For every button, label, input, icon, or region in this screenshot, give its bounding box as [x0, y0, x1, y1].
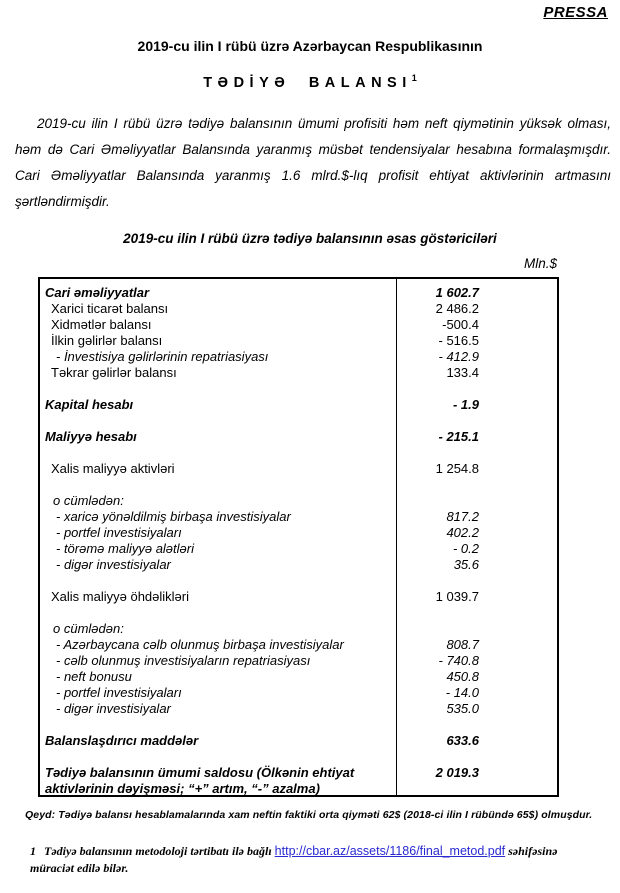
table-row: [40, 685, 557, 701]
row-label: - Azərbaycana cəlb olunmuş birbaşa investisiyalar: [56, 637, 344, 652]
document-title: 2019-cu ilin I rübü üzrə Azərbaycan Respublikasının: [137, 38, 483, 54]
table-row: [40, 557, 557, 573]
table-row: [40, 525, 557, 541]
row-value: 1 602.7: [435, 285, 479, 300]
row-value: 2 019.3: [435, 765, 479, 780]
table-row: [40, 589, 557, 605]
row-label: - digər investisiyalar: [56, 701, 171, 716]
table-row: [40, 653, 557, 669]
balance-title: [0, 73, 620, 91]
row-value: - 0.2: [452, 541, 479, 556]
table-spacer-row: [40, 445, 557, 461]
table-spacer-row: [40, 717, 557, 733]
row-label: Təkrar gəlirlər balansı: [51, 365, 177, 380]
footnote-reference: 1: [411, 73, 417, 83]
row-label: Xalis maliyyə aktivləri: [51, 461, 175, 476]
note-text: Qeyd: Tədiyə balansı hesablamalarında xam neftin faktiki orta qiyməti 62$ (2018-ci ilin I rübündə 65$) olmuşdur.: [25, 809, 593, 821]
row-value: 1 254.8: [435, 461, 479, 476]
table-row: [40, 541, 557, 557]
table-spacer-row: [40, 381, 557, 397]
row-label: İlkin gəlirlər balansı: [51, 333, 163, 348]
table-row: [40, 349, 557, 365]
row-value: 535.0: [446, 701, 479, 716]
row-label: Xidmətlər balansı: [51, 317, 152, 332]
row-value: - 14.0: [445, 685, 479, 700]
table-row: [40, 669, 557, 685]
row-value: 817.2: [446, 509, 479, 524]
table-row: [40, 397, 557, 413]
row-value: - 516.5: [438, 333, 479, 348]
table-spacer-row: [40, 605, 557, 621]
row-value: 2 486.2: [435, 301, 479, 316]
row-label: Cari əməliyyatlar: [45, 285, 150, 300]
row-value: -500.4: [442, 317, 479, 332]
row-label: Xarici ticarət balansı: [51, 301, 169, 316]
row-value: - 740.8: [438, 653, 479, 668]
table-spacer-row: [40, 413, 557, 429]
table-row: [40, 461, 557, 477]
table-row: [40, 285, 557, 301]
table-row: [40, 765, 557, 797]
row-value: 633.6: [446, 733, 479, 748]
table-row: [40, 621, 557, 637]
table-spacer-row: [40, 749, 557, 765]
row-label: Kapital hesabı: [45, 397, 134, 412]
row-label: - digər investisiyalar: [56, 557, 171, 572]
footnote-text-after: səhifəsinə müraciət edilə bilər.: [30, 844, 558, 875]
table-row: [40, 429, 557, 445]
balance-title-text: TƏDİYƏ BALANSI: [203, 74, 412, 91]
row-value: 450.8: [446, 669, 479, 684]
row-label: Xalis maliyyə öhdəlikləri: [51, 589, 189, 604]
footnote-marker: 1: [30, 844, 36, 858]
table-title: 2019-cu ilin I rübü üzrə tədiyə balansının əsas göstəriciləri: [123, 231, 497, 246]
row-value: - 215.1: [438, 429, 479, 444]
table-row: [40, 701, 557, 717]
row-label: - neft bonusu: [56, 669, 132, 684]
balance-table-body: [40, 285, 557, 797]
table-spacer-row: [40, 477, 557, 493]
balance-table: [38, 277, 559, 797]
table-row: [40, 493, 557, 509]
table-row: [40, 301, 557, 317]
table-row: [40, 733, 557, 749]
row-label: - portfel investisiyaları: [56, 685, 182, 700]
intro-paragraph: 2019-cu ilin I rübü üzrə tədiyə balansının ümumi profisiti həm neft qiymətinin yüksək olması, həm də Cari Əməliyyatlar Balansında yaranmış müsbət tendensiyalar hesabına formalaşmışdır. Cari Əməliyyatlar Balansında yaranmış 1.6 mlrd.$-lıq profisit ehtiyat aktivlərinin artmasını şərtləndirmişdir.: [15, 116, 611, 209]
row-value: 808.7: [446, 637, 479, 652]
table-row: [40, 333, 557, 349]
row-label: Maliyyə hesabı: [45, 429, 137, 444]
footnote-text-before: Tədiyə balansının metodoloji tərtibatı ilə bağlı: [44, 844, 275, 858]
row-label: o cümlədən:: [53, 621, 124, 636]
table-row: [40, 365, 557, 381]
table-row: [40, 637, 557, 653]
row-value: - 412.9: [438, 349, 479, 364]
table-row: [40, 509, 557, 525]
footnote: [30, 843, 595, 877]
table-column-divider: [396, 279, 397, 795]
pressa-header: PRESSA: [543, 4, 608, 21]
row-label: - xaricə yönəldilmiş birbaşa investisiyalar: [56, 509, 291, 524]
row-label: - portfel investisiyaları: [56, 525, 182, 540]
unit-label: Mln.$: [523, 256, 557, 271]
row-value: 1 039.7: [435, 589, 479, 604]
row-label: - törəmə maliyyə alətləri: [56, 541, 194, 556]
row-label: Tədiyə balansının ümumi saldosu (Ölkənin ehtiyat aktivlərinin dəyişməsi; “+” artım, “-” azalma): [45, 765, 355, 796]
methodology-link[interactable]: http://cbar.az/assets/1186/final_metod.pdf: [274, 844, 506, 858]
row-label: Balanslaşdırıcı maddələr: [45, 733, 199, 748]
table-row: [40, 317, 557, 333]
row-value: 35.6: [453, 557, 479, 572]
row-label: - İnvestisiya gəlirlərinin repatriasiyası: [56, 349, 269, 364]
row-value: 402.2: [446, 525, 479, 540]
row-value: - 1.9: [452, 397, 479, 412]
row-label: o cümlədən:: [53, 493, 124, 508]
table-spacer-row: [40, 573, 557, 589]
row-label: - cəlb olunmuş investisiyaların repatriasiyası: [56, 653, 311, 668]
row-value: 133.4: [446, 365, 479, 380]
